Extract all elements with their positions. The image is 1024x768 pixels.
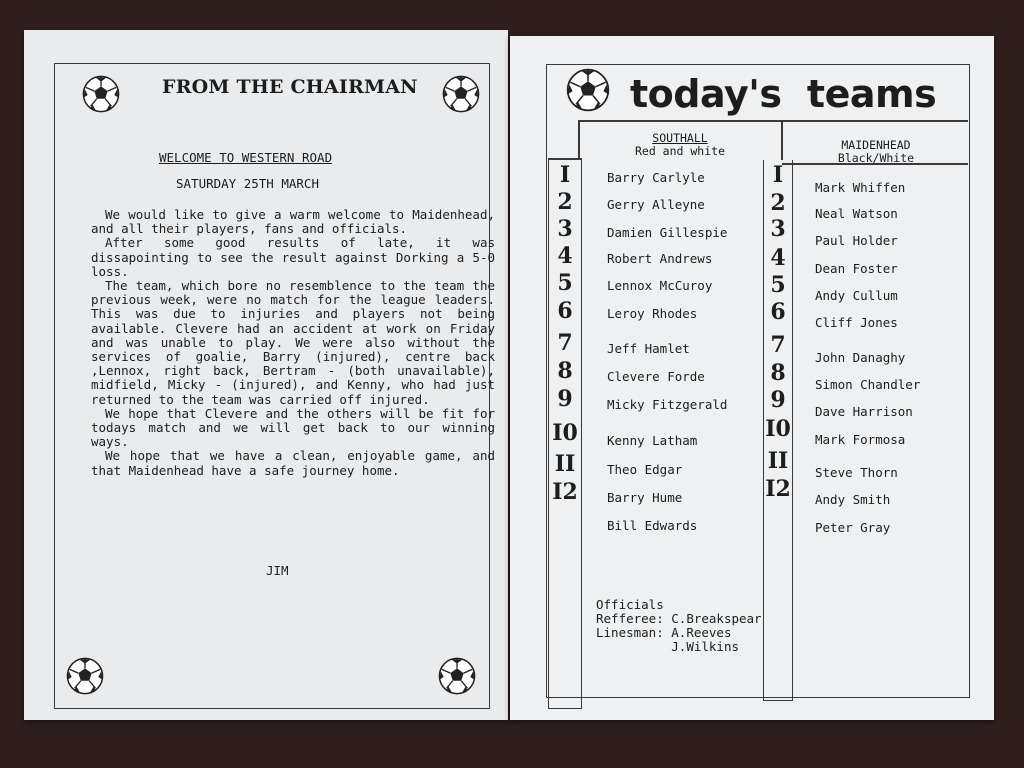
referee-label: Refferee: — [596, 611, 664, 626]
player-name: Leroy Rhodes — [607, 306, 698, 321]
table-line — [781, 120, 783, 160]
player-name: Neal Watson — [815, 206, 898, 221]
shirt-number: II — [554, 451, 576, 477]
football-icon — [82, 75, 120, 113]
shirt-number: II — [767, 448, 789, 474]
paragraph: After some good results of late, it was dissapointing to see the result against Dorking a 5-0 loss. — [91, 235, 495, 279]
home-number-column — [548, 158, 582, 709]
player-name: Bill Edwards — [607, 518, 698, 533]
linesman-name: A.Reeves — [671, 625, 732, 640]
shirt-number: I2 — [765, 476, 791, 502]
welcome-heading: WELCOME TO WESTERN ROAD — [159, 150, 333, 165]
away-team-colours: Black/White — [837, 151, 915, 165]
player-name: Lennox McCuroy — [607, 278, 713, 293]
player-name: Theo Edgar — [607, 462, 683, 477]
player-name: John Danaghy — [815, 350, 906, 365]
away-number-column — [763, 160, 793, 701]
shirt-number: 7 — [557, 330, 573, 356]
away-team-header — [784, 139, 968, 165]
officials-block — [596, 598, 762, 654]
shirt-number: 9 — [557, 386, 573, 412]
shirt-number: 5 — [770, 272, 786, 298]
paragraph: The team, which bore no resemblence to the team the previous week, were no match for the league leaders. This was due to injuries and players not being available. Clevere had an accident at work on Friday and was unable to play. We were also without the services of goalie, Barry (injured), centre back ,Lennox, right back, Bertram - (both unavailable), midfield, Micky - (injured), and Kenny, who had just returned to the team was carried off injured. — [91, 278, 495, 407]
away-team-name: MAIDENHEAD — [841, 138, 911, 152]
player-name: Steve Thorn — [815, 465, 898, 480]
paragraph: We would like to give a warm welcome to Maidenhead, and all their players, fans and officials. — [91, 207, 495, 237]
football-icon — [442, 75, 480, 113]
shirt-number: 6 — [770, 299, 786, 325]
page-title: FROM THE CHAIRMAN — [162, 76, 418, 98]
player-name: Paul Holder — [815, 233, 898, 248]
shirt-number: 3 — [770, 216, 786, 242]
shirt-number: I — [772, 162, 784, 188]
player-name: Jeff Hamlet — [607, 341, 690, 356]
player-name: Barry Hume — [607, 490, 683, 505]
linesman-name: J.Wilkins — [671, 639, 739, 654]
referee-name: C.Breakspear — [671, 611, 762, 626]
player-name: Damien Gillespie — [607, 225, 728, 240]
player-name: Dean Foster — [815, 261, 898, 276]
chairman-message — [91, 208, 495, 478]
football-icon — [438, 657, 476, 695]
shirt-number: 5 — [557, 270, 573, 296]
table-line — [578, 120, 968, 122]
match-date: SATURDAY 25TH MARCH — [176, 176, 319, 191]
shirt-number: 2 — [770, 190, 786, 216]
player-name: Peter Gray — [815, 520, 891, 535]
football-icon — [566, 68, 610, 112]
shirt-number: 4 — [770, 245, 786, 271]
home-team-colours: Red and white — [634, 144, 725, 158]
player-name: Gerry Alleyne — [607, 197, 705, 212]
player-name: Mark Whiffen — [815, 180, 906, 195]
player-name: Cliff Jones — [815, 315, 898, 330]
player-name: Kenny Latham — [607, 433, 698, 448]
teams-title: today's teams — [630, 72, 937, 116]
signature: JIM — [266, 563, 289, 578]
left-page — [24, 30, 508, 720]
linesman-label: Linesman: — [596, 625, 664, 640]
shirt-number: 8 — [557, 358, 573, 384]
shirt-number: 2 — [557, 189, 573, 215]
right-page — [510, 36, 994, 720]
player-name: Simon Chandler — [815, 377, 921, 392]
home-team-header — [580, 132, 780, 158]
football-icon — [66, 657, 104, 695]
player-name: Barry Carlyle — [607, 170, 705, 185]
shirt-number: 6 — [557, 298, 573, 324]
player-name: Mark Formosa — [815, 432, 906, 447]
paragraph: We hope that we have a clean, enjoyable game, and that Maidenhead have a safe journey home. — [91, 448, 495, 478]
player-name: Robert Andrews — [607, 251, 713, 266]
shirt-number: 4 — [557, 243, 573, 269]
player-name: Dave Harrison — [815, 404, 913, 419]
officials-heading: Officials — [596, 597, 664, 612]
shirt-number: 7 — [770, 332, 786, 358]
player-name: Andy Smith — [815, 492, 891, 507]
paragraph: We hope that Clevere and the others will be fit for todays match and we will get back to our winning ways. — [91, 405, 495, 450]
player-name: Micky Fitzgerald — [607, 397, 728, 412]
shirt-number: I2 — [552, 479, 578, 505]
shirt-number: I0 — [552, 420, 578, 446]
shirt-number: 9 — [770, 387, 786, 413]
player-name: Andy Cullum — [815, 288, 898, 303]
shirt-number: 3 — [557, 216, 573, 242]
home-team-name: SOUTHALL — [652, 131, 708, 145]
player-name: Clevere Forde — [607, 369, 705, 384]
shirt-number: 8 — [770, 360, 786, 386]
shirt-number: I — [559, 162, 571, 188]
shirt-number: I0 — [765, 416, 791, 442]
